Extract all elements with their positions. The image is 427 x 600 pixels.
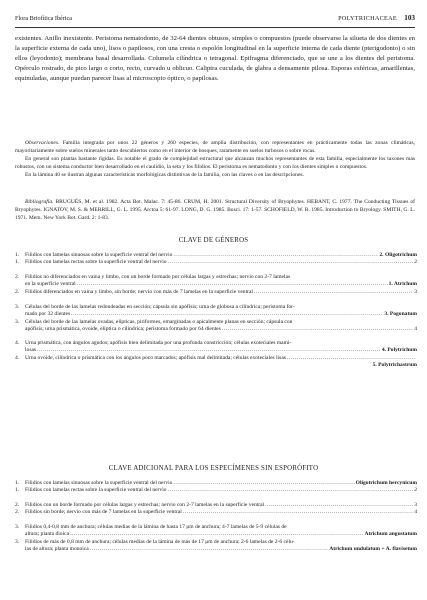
key1-couplet <box>15 274 417 296</box>
header-book-title: Flora Briofítica Ibérica <box>15 15 73 22</box>
lead-text: Filidios de más de 0,8 mm de anchura; células medias de la lámina de más de 17 μm de anchura; 2-6 lamelas de 2-6 célu- <box>25 538 295 545</box>
lead-text: Urna prismática, con ángulos agudos; apófisis bien delimitada por una profunda constricción; células exoteciales mami- <box>25 340 292 346</box>
lead-text: Filidios sin borde; nervio con más de 7 lamelas en la superficie ventral <box>25 509 182 516</box>
lead-result: 4 <box>414 326 417 333</box>
intro-paragraph: existentes. Anillo inexistente. Peristoma nematodonto, de 32-64 dientes obtusos, simples o compuestos (puede observarse la silueta de dos dientes en la superficie externa de cada uno), lisos o papilosos, con una cresta o espolón longitudinal en la superficie interna de cada diente (pterigodonto) o sin ellos (leyodonto); membrana basal desarrollada. Columela cilíndrica o tetragonal. Epifragma diferenciado, que se une a los dientes del peristoma. Opérculo rostrado, de pico largo o corto, recto, curvado u oblicuo. Caliptra cuculada, de glabra a densamente pilosa. Esporas esféricas, amarillentas, equinuladas, aunque puedan parecer lisas al microscopio óptico, o papilosas. <box>15 35 415 83</box>
key2-couplet <box>15 524 417 554</box>
bibliography-section <box>15 198 415 222</box>
lead-result: 3. Pogonatum <box>384 311 417 318</box>
key2-title: CLAVE ADICIONAL PARA LOS ESPECÍMENES SIN ESPORÓFITO <box>108 465 319 472</box>
page-number: 103 <box>404 14 415 22</box>
lead-result: 3 <box>414 502 417 508</box>
lead-number: 3. <box>15 304 20 310</box>
lead-number: 4. <box>15 354 20 361</box>
lead-result: Atrichum angustatum <box>364 531 417 538</box>
lead-text-cont: altura; planta dioica <box>25 531 70 538</box>
lead-text-cont: mado por 32 dientes <box>25 311 71 318</box>
key1-lead <box>15 259 417 266</box>
lead-result: Atrichum undulatum + A. flavisetum <box>329 546 417 553</box>
running-header <box>15 15 415 25</box>
lead-text: Urna ovoide, cilíndrica o prismática con los ángulos poco marcados; apófisis mal delimitada; células exoteciales lisas <box>25 354 286 361</box>
lead-text-cont: losas <box>25 347 37 354</box>
lead-result: Oligotrichum hercynicum <box>355 480 417 486</box>
lead-text-cont: en la superficie ventral <box>25 281 76 288</box>
observations-paragraph-1 <box>15 139 415 155</box>
lead-number: 1. <box>15 252 20 258</box>
key2-lead <box>15 509 417 516</box>
key2-couplet <box>15 502 417 517</box>
lead-text: Filidios con lamelas rectas sobre la superficie ventral del nervio <box>25 487 167 494</box>
lead-number: 3. <box>15 318 20 325</box>
lead-number: 2. <box>15 509 20 516</box>
lead-result: 2. Oligotrichum <box>379 252 417 258</box>
lead-text: Filidios con lamelas rectas sobre la superficie ventral del nervio <box>25 259 167 266</box>
header-family: POLYTRICHACEAE <box>338 15 397 22</box>
observations-paragraph-2: En general son plantas bastante rígidas. Es notable el grado de complejidad estructural que alcanzan muchos representantes de esta familia, especialmente los taxones más robustos, con un sistema conductor bien desarrollado en el caulidio, la seta y los filidios. El peristoma es nematodonto y con los dientes simples o compuestos. <box>15 156 415 170</box>
observations-section <box>15 139 415 179</box>
lead-result: 1. Atrichum <box>388 281 417 288</box>
lead-number: 2. <box>15 274 20 280</box>
key2-lead <box>15 487 417 494</box>
key1-lead <box>15 355 417 370</box>
key1-couplet <box>15 304 417 334</box>
description-text <box>15 34 415 84</box>
key1-title: CLAVE DE GÉNEROS <box>178 237 249 244</box>
lead-text-cont: apófisis; urna prismática, ovoide, elíptica o cilíndrica; peristoma formado por 64 dientes <box>25 326 221 333</box>
key1-lead <box>15 319 417 334</box>
header-rule <box>15 27 415 28</box>
key1-lead <box>15 304 417 319</box>
lead-number: 3. <box>15 524 20 530</box>
key2-couplet <box>15 480 417 495</box>
lead-text: Células del borde de las lamelas ovadas, elípticas, piriformes, emarginadas o apicalmente planas en sección; cápsula con <box>25 318 293 325</box>
lead-number: 3. <box>15 538 20 545</box>
lead-text: Filidios con lamelas sinuosas sobre la superficie ventral del nervio <box>25 480 173 486</box>
bibliography-paragraph <box>15 198 415 222</box>
bibliography-label: Bibliografía. <box>25 199 54 205</box>
lead-text: Filidios diferenciados en vaina y limbo, sin borde; nervio con más de 7 lamelas en la superficie ventral <box>25 288 253 295</box>
lead-result: 2 <box>414 487 417 494</box>
lead-number: 2. <box>15 288 20 295</box>
lead-text-cont: las de altura; planta monoica <box>25 546 89 553</box>
key1-lead <box>15 340 417 355</box>
lead-text: Filidios no diferenciados en vaina y limbo, con un borde formado por células largas y estrechas; nervio con 2-7 lamelas <box>25 274 291 280</box>
lead-result: 3 <box>414 288 417 295</box>
lead-number: 1. <box>15 487 20 494</box>
key1-lead <box>15 274 417 289</box>
lead-number: 1. <box>15 480 20 486</box>
key2-lead <box>15 539 417 554</box>
lead-number: 2. <box>15 502 20 508</box>
key1-couplet <box>15 252 417 267</box>
lead-result: 4 <box>414 509 417 516</box>
lead-number: 4. <box>15 340 20 346</box>
key2-lead <box>15 524 417 539</box>
lead-result: 5. Polytrichastrum <box>372 362 417 369</box>
lead-text: Filidios con un borde formado por células largas y estrechas; nervio con 2-7 lamelas en la superficie ventral <box>25 502 265 508</box>
lead-text: Filidios con lamelas sinuosas sobre la superficie ventral del nervio <box>25 252 173 258</box>
lead-result: 4. Polytrichum <box>381 347 417 354</box>
bibliography-text: BRUGUÉS, M. et al. 1982. Acta Bot. Malac. 7: 45-86. CRUM, H. 2001. Structural Diversity of Bryophytes. HEBANT, C. 1977. The Conducting Tissues of Bryophytes. IGNATOV, M. S. & MERRILL, G. L. 1995. Arctoa 5: 61-97. LONG, D. G. 1985. Bosci. 17: 1-57. SCHOFIELD, W. B. 1985. Introduction to Bryology. SMITH, G. L. 1971. Mem. New York Bot. Gard. 2: 1-83. <box>15 199 415 221</box>
observations-text-1: Familia integrada por unos 22 géneros y 260 especies, de amplia distribución, con representantes en prácticamente todas las zonas climáticas, mayoritariamente sobre suelos minerales tanto descubiertos como en el interior de bosques, raramente en suelos turbosos o sobre rocas. <box>15 140 415 154</box>
observations-label: Observaciones. <box>25 140 60 146</box>
observations-paragraph-3: En la lámina 40 se ilustran algunas características morfológicas distintivas de la familia, con las claves o en las descripciones. <box>25 172 304 178</box>
lead-number: 1. <box>15 259 20 266</box>
key1-couplet <box>15 340 417 370</box>
lead-text: Células del borde de las lamelas redondeadas en sección; cápsula sin apófisis; urna de globosa a cilíndrica; peristoma for- <box>25 304 295 310</box>
key1-lead <box>15 289 417 296</box>
lead-text: Filidios 0,4-0,8 mm de anchura; células medias de la lámina de hasta 17 μm de anchura; 4-7 lamelas de 5-9 células de <box>25 524 287 530</box>
lead-result: 2 <box>414 259 417 266</box>
